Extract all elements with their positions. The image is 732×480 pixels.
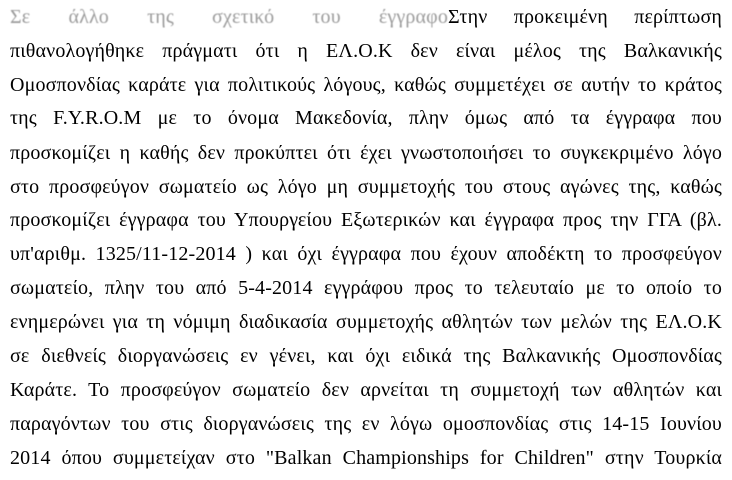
line-1-text: Στην προκειμένη περίπτωση xyxy=(448,6,722,28)
text-line-8: υπ'αριθμ. 1325/11-12-2014 ) και όχι έγγραφα που έχουν αποδέκτη το προσφεύγον xyxy=(10,243,722,265)
text-line-1 xyxy=(10,2,722,32)
faded-opening-text: Σε άλλο της σχετικό του έγγραφο xyxy=(10,6,448,28)
text-line-10: ενημερώνει για τη νόμιμη διαδικασία συμμετοχής αθλητών των μελών της ΕΛ.Ο.Κ xyxy=(10,311,722,333)
text-line-14: 2014 όπου συμμετείχαν στο "Balkan Championships for Children" στην Τουρκία xyxy=(10,447,722,469)
text-line-9: σωματείο, πλην του από 5-4-2014 εγγράφου προς το τελευταίο με το οποίο το xyxy=(10,277,722,299)
text-line-13: παραγόντων του στις διοργανώσεις της εν λόγω ομοσπονδίας στις 14-15 Ιουνίου xyxy=(10,413,722,435)
text-line-11: σε διεθνείς διοργανώσεις εν γένει, και όχι ειδικά της Βαλκανικής Ομοσπονδίας xyxy=(10,345,722,367)
text-line-5: προσκομίζει η καθής δεν προκύπτει ότι έχει γνωστοποιήσει το συγκεκριμένο λόγο xyxy=(10,142,722,164)
text-line-6: στο προσφεύγον σωματείο ως λόγο μη συμμετοχής του στους αγώνες της, καθώς xyxy=(10,176,722,198)
text-line-3: Ομοσπονδίας καράτε για πολιτικούς λόγους, καθώς συμμετέχει σε αυτήν το κράτος xyxy=(10,74,722,96)
text-line-12: Καράτε. Το προσφεύγον σωματείο δεν αρνείται τη συμμετοχή των αθλητών και xyxy=(10,379,722,401)
text-line-7: προσκομίζει έγγραφα του Υπουργείου Εξωτερικών και έγγραφα προς την ΓΓΑ (βλ. xyxy=(10,209,722,231)
text-line-4: της F.Y.R.O.M με το όνομα Μακεδονία, πλην όμως από τα έγγραφα που xyxy=(10,107,722,129)
text-line-2: πιθανολογήθηκε πράγματι ότι η ΕΛ.Ο.Κ δεν είναι μέλος της Βαλκανικής xyxy=(10,40,722,62)
